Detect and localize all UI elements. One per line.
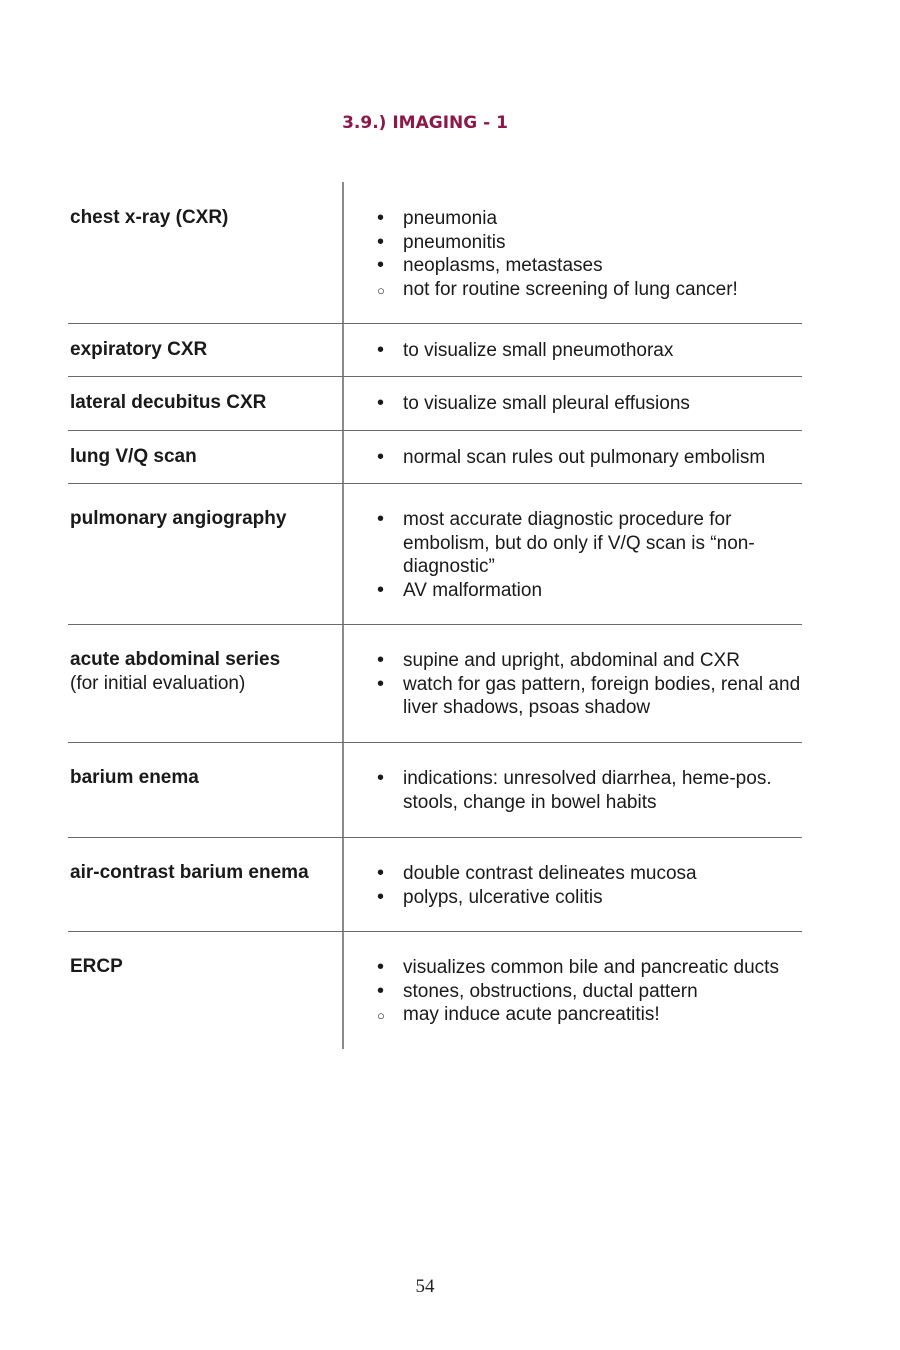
table-row <box>68 625 802 743</box>
row-items <box>376 207 802 301</box>
list-item: • normal scan rules out pulmonary embolism <box>376 446 802 470</box>
table-row <box>68 324 802 377</box>
row-term: ERCP <box>70 956 123 977</box>
table-row <box>68 182 802 324</box>
list-item: • double contrast delineates mucosa <box>376 862 802 886</box>
table-row <box>68 377 802 431</box>
row-term: lateral decubitus CXR <box>70 392 267 413</box>
table-row <box>68 431 802 484</box>
row-term: lung V/Q scan <box>70 446 197 467</box>
row-term: air-contrast barium enema <box>70 862 309 883</box>
row-term: expiratory CXR <box>70 339 208 360</box>
table-row <box>68 484 802 625</box>
list-item: • neoplasms, metastases <box>376 254 802 278</box>
list-item: • AV malformation <box>376 579 782 603</box>
row-items <box>376 956 802 1027</box>
table-row <box>68 743 802 838</box>
row-items <box>376 339 802 363</box>
list-item: • to visualize small pneumothorax <box>376 339 802 363</box>
row-term: pulmonary angiography <box>70 508 287 529</box>
page-number: 54 <box>415 1276 435 1297</box>
list-item: • to visualize small pleural effusions <box>376 392 802 416</box>
list-item: ○ not for routine screening of lung cancer! <box>376 278 802 302</box>
row-term-note: (for initial evaluation) <box>70 673 246 694</box>
list-item: • stones, obstructions, ductal pattern <box>376 980 802 1004</box>
list-item: • visualizes common bile and pancreatic ducts <box>376 956 802 980</box>
list-item: • watch for gas pattern, foreign bodies, renal and liver shadows, psoas shadow <box>376 673 802 720</box>
row-items <box>376 392 802 416</box>
row-term: chest x-ray (CXR) <box>70 207 229 228</box>
row-items <box>376 649 802 720</box>
imaging-table <box>68 182 802 1049</box>
list-item: • pneumonia <box>376 207 802 231</box>
row-items <box>376 767 802 814</box>
table-row <box>68 932 802 1049</box>
row-items <box>376 508 782 602</box>
list-item: ○ may induce acute pancreatitis! <box>376 1003 802 1027</box>
list-item: • most accurate diagnostic procedure for embolism, but do only if V/Q scan is “non-diagnostic” <box>376 508 782 579</box>
list-item: • supine and upright, abdominal and CXR <box>376 649 802 673</box>
list-item: • polyps, ulcerative colitis <box>376 886 802 910</box>
list-item: • indications: unresolved diarrhea, heme-pos. stools, change in bowel habits <box>376 767 802 814</box>
row-items <box>376 446 802 470</box>
row-term: barium enema <box>70 767 199 788</box>
table-row <box>68 838 802 932</box>
page-title: 3.9.) IMAGING - 1 <box>342 113 508 133</box>
row-items <box>376 862 802 909</box>
list-item: • pneumonitis <box>376 231 802 255</box>
row-term: acute abdominal series (for initial evaluation) <box>70 649 281 694</box>
